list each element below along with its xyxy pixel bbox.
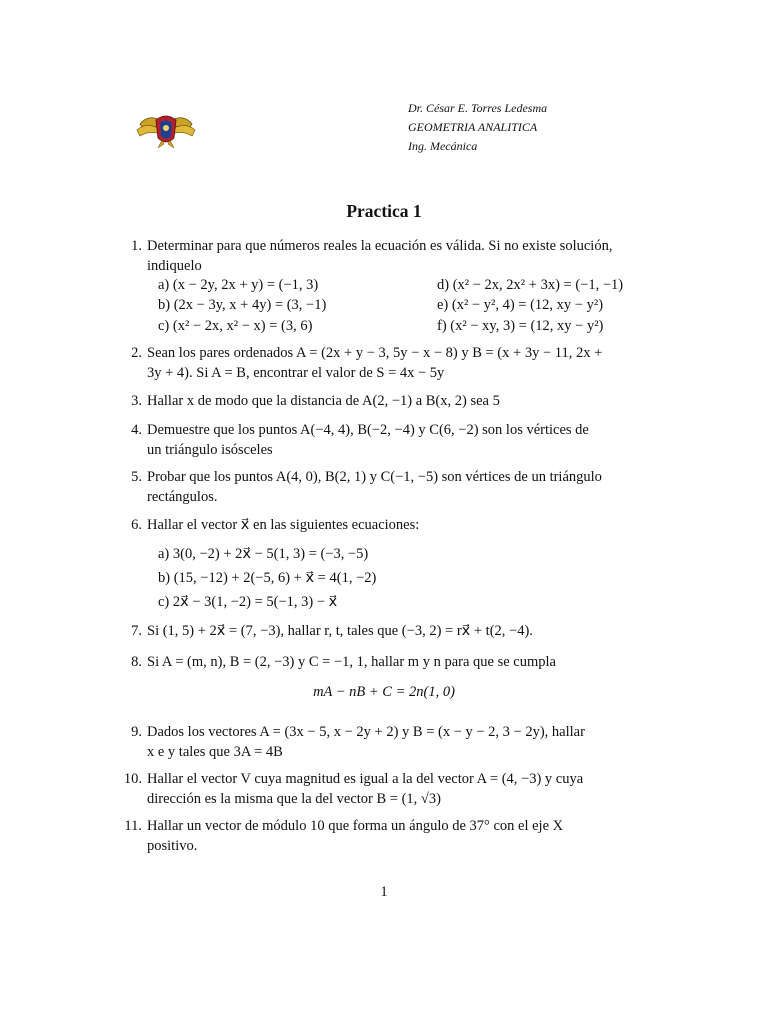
problem-number: 5. — [131, 469, 142, 485]
problem-text-line: Dados los vectores A = (3x − 5, x − 2y + 2) y B = (x − y − 2, 3 − 2y), hallar — [147, 724, 585, 740]
problem-text-line: Hallar el vector V cuya magnitud es igual a la del vector A = (4, −3) y cuya — [147, 771, 584, 787]
problem-number: 2. — [131, 345, 142, 361]
problem-number: 7. — [131, 623, 142, 639]
problem-6-part-b: b) (15, −12) + 2(−5, 6) + x⃗ = 4(1, −2) — [158, 570, 377, 586]
problem-text-line: 3y + 4). Si A = B, encontrar el valor de S = 4x − 5y — [147, 365, 445, 381]
problem-11 — [120, 816, 660, 856]
problem-number: 10. — [123, 771, 142, 787]
problem-text-line: Probar que los puntos A(4, 0), B(2, 1) y C(−1, −5) son vértices de un triángulo — [147, 469, 602, 485]
problem-text-line: un triángulo isósceles — [147, 442, 273, 458]
problem-text-line: Si (1, 5) + 2x⃗ = (7, −3), hallar r, t, tales que (−3, 2) = rx⃗ + t(2, −4). — [147, 623, 533, 639]
problem-1-part-c: c) (x² − 2x, x² − x) = (3, 6) — [158, 318, 313, 334]
problem-6-part-a: a) 3(0, −2) + 2x⃗ − 5(1, 3) = (−3, −5) — [158, 546, 369, 562]
problem-text-line: Determinar para que números reales la ecuación es válida. Si no existe solución, — [147, 238, 613, 254]
problem-1-part-e: e) (x² − y², 4) = (12, xy − y²) — [437, 297, 604, 313]
problem-number: 9. — [131, 724, 142, 740]
problem-4 — [120, 420, 660, 460]
department-name: Ing. Mecánica — [408, 139, 478, 153]
problem-9 — [120, 722, 660, 762]
problem-6-part-c: c) 2x⃗ − 3(1, −2) = 5(−1, 3) − x⃗ — [158, 594, 338, 610]
problem-number: 11. — [124, 818, 142, 834]
page-number: 1 — [380, 884, 388, 900]
university-logo-icon — [134, 108, 198, 150]
problem-text-line: Sean los pares ordenados A = (2x + y − 3, 5y − x − 8) y B = (x + 3y − 11, 2x + — [147, 345, 603, 361]
problem-text-line: Si A = (m, n), B = (2, −3) y C = −1, 1, hallar m y n para que se cumpla — [147, 654, 556, 670]
problem-text-line: Demuestre que los puntos A(−4, 4), B(−2, −4) y C(6, −2) son los vértices de — [147, 422, 589, 438]
problem-number: 3. — [131, 393, 142, 409]
problem-text-line: rectángulos. — [147, 489, 218, 505]
problem-text-line: Hallar x de modo que la distancia de A(2, −1) a B(x, 2) sea 5 — [147, 393, 500, 409]
problem-8-equation: mA − nB + C = 2n(1, 0) — [313, 684, 455, 700]
problem-5 — [120, 467, 660, 507]
header-info — [408, 99, 547, 156]
problem-1-part-b: b) (2x − 3y, x + 4y) = (3, −1) — [158, 297, 327, 313]
problem-text-line: Hallar un vector de módulo 10 que forma un ángulo de 37° con el eje X — [147, 818, 564, 834]
author-name: Dr. César E. Torres Ledesma — [408, 101, 548, 115]
problem-text-line: Hallar el vector x⃗ en las siguientes ecuaciones: — [147, 517, 420, 533]
problem-number: 6. — [131, 517, 142, 533]
problem-1 — [120, 236, 660, 276]
problem-text-line: indiquelo — [147, 258, 202, 274]
problem-7 — [120, 621, 660, 641]
problem-number: 4. — [131, 422, 142, 438]
problem-2 — [120, 343, 660, 383]
problem-1-part-a: a) (x − 2y, 2x + y) = (−1, 3) — [158, 277, 319, 293]
problem-8 — [120, 652, 660, 672]
problem-text-line: x e y tales que 3A = 4B — [147, 744, 283, 760]
problem-text-line: positivo. — [147, 838, 198, 854]
problem-3 — [120, 391, 660, 411]
course-name: GEOMETRIA ANALITICA — [408, 120, 538, 134]
problem-text-line: dirección es la misma que la del vector B = (1, √3) — [147, 791, 441, 807]
problem-10 — [120, 769, 660, 809]
problem-number: 8. — [131, 654, 142, 670]
problem-6 — [120, 515, 660, 535]
problem-1-part-d: d) (x² − 2x, 2x² + 3x) = (−1, −1) — [437, 277, 624, 293]
problem-number: 1. — [131, 238, 142, 254]
page-title: Practica 1 — [346, 201, 422, 221]
problem-1-part-f: f) (x² − xy, 3) = (12, xy − y²) — [437, 318, 604, 334]
